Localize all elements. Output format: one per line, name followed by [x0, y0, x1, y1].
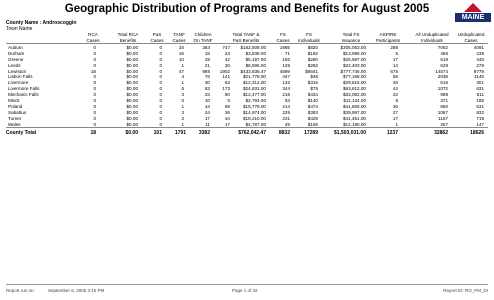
total-pas-cases: 101 [153, 130, 162, 136]
table-cell: 18 [90, 68, 96, 74]
table-cell: 511 [476, 92, 484, 98]
col-header-rca-benefits: Total RCA Benefits [117, 32, 139, 43]
column-rca-benefits [110, 45, 138, 127]
table-cell: $474 [307, 103, 318, 109]
table-cell: $777,745.00 [340, 68, 366, 74]
table-cell: 30 [224, 62, 230, 68]
table-cell: 76 [204, 74, 210, 80]
col-header-unduplicated-individuals: All Unduplicated Individuals [415, 32, 449, 43]
total-fs-issuance: 17289 [304, 130, 318, 136]
table-cell: 53 [224, 80, 230, 86]
table-cell: 44 [204, 103, 210, 109]
table-cell: $280 [307, 56, 318, 62]
table-cell: 8 [395, 98, 398, 104]
footer-report-id: Report ID: RO_PM_DI [443, 288, 488, 293]
town-name: Mechanic Falls [8, 92, 39, 98]
table-cell: 239 [476, 50, 484, 56]
table-cell: $24,831.00 [243, 86, 266, 92]
table-cell: 17 [224, 121, 230, 127]
table-cell: $315 [307, 80, 318, 86]
town-name: Greene [8, 56, 24, 62]
total-extra: 18626 [470, 130, 484, 136]
table-cell: 17 [392, 56, 398, 62]
table-cell: 69 [224, 103, 230, 109]
table-cell: 34 [178, 45, 184, 50]
town-name: Wales [8, 121, 21, 127]
table-cell: $0.00 [126, 68, 138, 74]
table-cell: 11 [205, 121, 210, 127]
table-cell: 301 [476, 80, 484, 86]
table-cell: $282 [307, 62, 318, 68]
table-cell: 125 [282, 62, 290, 68]
table-cell: $13,996.00 [343, 50, 366, 56]
report-title: Geographic Distribution of Programs and Benefits for August 2005 [64, 3, 430, 15]
table-cell: 1 [395, 121, 398, 127]
table-cell: 279 [476, 62, 484, 68]
table-cell: $0.00 [126, 80, 138, 86]
table-cell: 0 [93, 50, 96, 56]
table-cell: 0 [227, 98, 230, 104]
table-cell: 0 [159, 62, 162, 68]
table-cell: $0.00 [126, 109, 138, 115]
table-cell: 288 [390, 45, 398, 50]
table-cell: 0 [159, 86, 162, 92]
town-name: Lisbon Falls [8, 74, 33, 80]
table-cell: 17 [204, 115, 210, 121]
table-cell: 225 [282, 109, 290, 115]
table-cell: 231 [282, 115, 290, 121]
table-cell: $63,612.00 [343, 86, 366, 92]
table-cell: 216 [282, 92, 290, 98]
table-cell: 619 [440, 56, 448, 62]
table-cell: 4091 [473, 45, 484, 50]
column-fs-issuance [296, 45, 318, 127]
table-cell: 257 [440, 121, 448, 127]
table-cell: 531 [476, 103, 484, 109]
table-cell: $41,805.00 [343, 103, 366, 109]
town-name: Sabattus [8, 109, 27, 115]
footer-page-number: Page 1 of 32 [232, 288, 258, 293]
table-cell: 192 [282, 56, 290, 62]
table-cell: 36 [224, 109, 230, 115]
table-cell: $0.00 [126, 92, 138, 98]
table-cell: 10 [204, 98, 210, 104]
table-cell: $77,168.00 [343, 74, 366, 80]
table-cell: 466 [440, 50, 448, 56]
table-cell: $11,134.00 [343, 98, 366, 104]
town-name: Leeds [8, 62, 21, 68]
table-cell: 988 [440, 92, 448, 98]
column-fs-individuals [272, 45, 290, 127]
table-cell: $12,312.00 [243, 80, 266, 86]
table-cell: 58 [392, 74, 398, 80]
county-total-label: County Total [6, 130, 37, 136]
table-cell: 0 [159, 74, 162, 80]
table-cell: 1985 [279, 45, 290, 50]
table-cell: 25 [392, 80, 398, 86]
column-children [192, 45, 210, 127]
table-cell: 173 [222, 86, 230, 92]
table-cell: 0 [93, 115, 96, 121]
table-cell: 719 [476, 115, 484, 121]
table-cell: $383 [307, 109, 318, 115]
table-cell: 44 [392, 86, 398, 92]
table-cell: 63 [284, 98, 290, 104]
table-cell: 529 [440, 62, 448, 68]
total-rca-cases: 18 [90, 130, 96, 136]
table-cell: 850 [440, 103, 448, 109]
town-name: Durham [8, 50, 25, 56]
town-name: Auburn [8, 45, 23, 50]
table-cell: $0.00 [126, 74, 138, 80]
table-cell: 1146 [474, 74, 484, 80]
total-children: 3382 [198, 130, 210, 136]
table-cell: 14 [392, 62, 398, 68]
total-rca-benefits: $0.00 [125, 130, 138, 136]
table-cell: 23 [224, 50, 230, 56]
table-cell: $433,836.47 [240, 68, 266, 74]
col-header-fs-issuance: Total FS Issuance [341, 32, 361, 43]
logo-text: MAINE DHS [461, 14, 485, 30]
table-cell: $0.00 [126, 45, 138, 50]
table-cell: 42 [224, 56, 230, 62]
table-cell: $0.00 [126, 121, 138, 127]
table-cell: $3,838.00 [245, 50, 266, 56]
table-cell: 63 [204, 86, 210, 92]
table-cell: 616 [440, 80, 448, 86]
table-cell: $12,477.00 [243, 92, 266, 98]
town-name: Lewiston [8, 68, 27, 74]
table-cell: 1067 [437, 109, 448, 115]
col-header-fs-cases: FS Cases [276, 32, 290, 43]
table-cell: $0.00 [126, 98, 138, 104]
table-cell: 0 [159, 121, 162, 127]
table-cell: 17 [392, 115, 398, 121]
table-cell: 3 [181, 92, 184, 98]
col-header-pas-cases: PaS Cases [150, 32, 164, 43]
table-cell: 1 [181, 121, 184, 127]
table-cell: 0 [159, 92, 162, 98]
town-name-header: Town Name [6, 26, 33, 32]
table-cell: 0 [93, 109, 96, 115]
footer-run-date: September 6, 2005 3:15 PM [48, 288, 105, 293]
table-cell: 0 [159, 103, 162, 109]
logo-roof-icon [464, 3, 482, 12]
table-cell: 371 [440, 98, 448, 104]
table-cell: 447 [282, 74, 290, 80]
col-header-rca-cases: RCA Cases [86, 32, 100, 43]
table-cell: 1157 [438, 115, 448, 121]
table-cell: 0 [181, 98, 184, 104]
town-list [8, 45, 39, 127]
table-cell: 1072 [437, 86, 448, 92]
table-cell: 16 [178, 50, 184, 56]
table-cell: 21 [204, 62, 210, 68]
table-cell: 1 [181, 103, 184, 109]
column-aspire [324, 45, 366, 127]
table-cell: 7062 [437, 45, 448, 50]
table-cell: $33,062.00 [343, 92, 366, 98]
table-cell: 0 [159, 45, 162, 50]
col-header-aspire: ASPIRE Participants [375, 32, 400, 43]
total-tanf-cases: 1791 [174, 130, 186, 136]
table-cell: 33 [204, 92, 210, 98]
table-cell: 22 [392, 92, 398, 98]
column-unduplicated-individuals [380, 45, 398, 127]
col-header-children: Children On TANF [193, 32, 213, 43]
column-rca-cases [82, 45, 96, 127]
table-cell: 384 [202, 45, 210, 50]
footer-divider [6, 284, 488, 285]
table-cell: 10 [178, 56, 184, 62]
table-cell: $434 [307, 92, 318, 98]
table-cell: $21,778.00 [243, 74, 266, 80]
table-cell: 1 [181, 62, 184, 68]
table-cell: $2,794.00 [245, 98, 266, 104]
table-cell: 30 [204, 80, 210, 86]
town-name: Turner [8, 115, 22, 121]
table-cell: $429 [307, 115, 318, 121]
table-cell: 747 [222, 45, 230, 50]
table-cell: 49 [284, 121, 290, 127]
table-cell: $22,403.00 [343, 62, 366, 68]
table-cell: 5 [395, 50, 398, 56]
table-cell: $0.00 [126, 115, 138, 121]
col-header-tanf-benefits: Total TANF & PaS Benefits [232, 32, 260, 43]
column-fs-cases [226, 45, 266, 127]
table-cell: $45 [310, 74, 318, 80]
table-cell: 0 [159, 80, 162, 86]
table-cell: $0.00 [126, 50, 138, 56]
table-cell: $39,997.00 [343, 109, 366, 115]
table-cell: 0 [93, 103, 96, 109]
table-cell: 440 [476, 56, 484, 62]
column-tanf-cases [170, 45, 184, 127]
table-cell: 2 [181, 115, 184, 121]
table-cell: 44 [224, 115, 230, 121]
table-cell: 0 [93, 121, 96, 127]
table-cell: 36 [392, 103, 398, 109]
table-cell: 985 [202, 68, 210, 74]
table-cell: $14,974.00 [243, 109, 266, 115]
table-cell: 3 [181, 109, 184, 115]
total-tanf-benefits: $762,042.47 [238, 130, 266, 136]
column-extra [466, 45, 484, 127]
town-name: Poland [8, 103, 23, 109]
table-cell: 0 [159, 56, 162, 62]
table-cell: 0 [159, 115, 162, 121]
table-cell: $4,787.00 [245, 121, 266, 127]
table-cell: 0 [93, 74, 96, 80]
table-cell: $0.00 [126, 103, 138, 109]
total-fs-individuals: 8832 [278, 130, 290, 136]
total-unduplicated-individuals: 1237 [386, 130, 398, 136]
col-header-unduplicated-cases: Unduplicated Cases [457, 32, 485, 43]
town-name: Minot [8, 98, 20, 104]
table-cell: $12,180.00 [343, 121, 366, 127]
table-cell: 132 [282, 80, 290, 86]
col-header-tanf-cases: TANF Cases [172, 32, 186, 43]
table-cell: 214 [282, 103, 290, 109]
table-cell: 4699 [279, 68, 290, 74]
table-cell: 1 [181, 80, 184, 86]
table-cell: 0 [159, 68, 162, 74]
header-divider [6, 43, 488, 44]
table-cell: 47 [178, 68, 184, 74]
table-cell: 147 [476, 121, 484, 127]
table-cell: 0 [159, 98, 162, 104]
table-cell: $305,053.00 [340, 45, 366, 50]
table-cell: 675 [390, 68, 398, 74]
town-name: Livermore [8, 80, 29, 86]
table-cell: 0 [93, 80, 96, 86]
table-cell: $5,197.00 [245, 56, 266, 62]
table-cell: 27 [392, 109, 398, 115]
table-cell: 0 [93, 56, 96, 62]
table-cell: $16,778.00 [243, 103, 266, 109]
table-cell: $162,508.00 [240, 45, 266, 50]
table-cell: 2038 [437, 74, 448, 80]
table-cell: 0 [159, 50, 162, 56]
totals-divider [6, 127, 488, 128]
footer-run-label: Report run on: [6, 288, 35, 293]
table-cell: 185 [476, 98, 484, 104]
table-cell: 1902 [219, 68, 230, 74]
table-cell: 0 [93, 98, 96, 104]
table-cell: 15 [204, 50, 210, 56]
total-aspire: $1,503,031.00 [334, 130, 366, 136]
table-cell: 0 [93, 62, 96, 68]
table-cell: $140 [307, 98, 318, 104]
table-cell: $41,451.00 [343, 115, 366, 121]
total-unduplicated-cases: 32862 [434, 130, 448, 136]
table-cell: $18,210.00 [243, 115, 266, 121]
town-name: Livermore Falls [8, 86, 40, 92]
table-cell: 344 [282, 86, 290, 92]
table-cell: $25,587.00 [343, 56, 366, 62]
col-header-fs-individuals: FS Individuals [298, 32, 320, 43]
table-cell: $0.00 [126, 62, 138, 68]
table-cell: $0.00 [126, 86, 138, 92]
table-cell: $8641 [305, 68, 318, 74]
table-cell: 631 [476, 86, 484, 92]
table-cell: 832 [476, 109, 484, 115]
table-cell: 0 [159, 109, 162, 115]
table-cell: 0 [93, 45, 96, 50]
table-cell: 4 [181, 74, 184, 80]
table-cell: 141 [222, 74, 230, 80]
table-cell: 0 [93, 86, 96, 92]
table-cell: 24 [204, 109, 210, 115]
table-cell: $29,815.00 [343, 80, 366, 86]
county-name: County Name : Androscoggin [6, 20, 77, 26]
table-cell: $6,595.00 [245, 62, 266, 68]
table-cell: $0.00 [126, 56, 138, 62]
column-pas-cases [148, 45, 162, 127]
table-cell: 60 [224, 92, 230, 98]
table-cell: $75 [310, 86, 318, 92]
table-cell: 29 [204, 56, 210, 62]
maine-dhs-logo [455, 1, 491, 30]
table-cell: $192 [307, 50, 318, 56]
table-cell: 6 [181, 86, 184, 92]
table-cell: 71 [284, 50, 290, 56]
table-cell: 8779 [473, 68, 484, 74]
table-cell: $106 [307, 121, 318, 127]
column-unduplicated-cases [428, 45, 448, 127]
table-cell: 14574 [435, 68, 448, 74]
table-cell: $820 [307, 45, 318, 50]
table-cell: 0 [93, 92, 96, 98]
